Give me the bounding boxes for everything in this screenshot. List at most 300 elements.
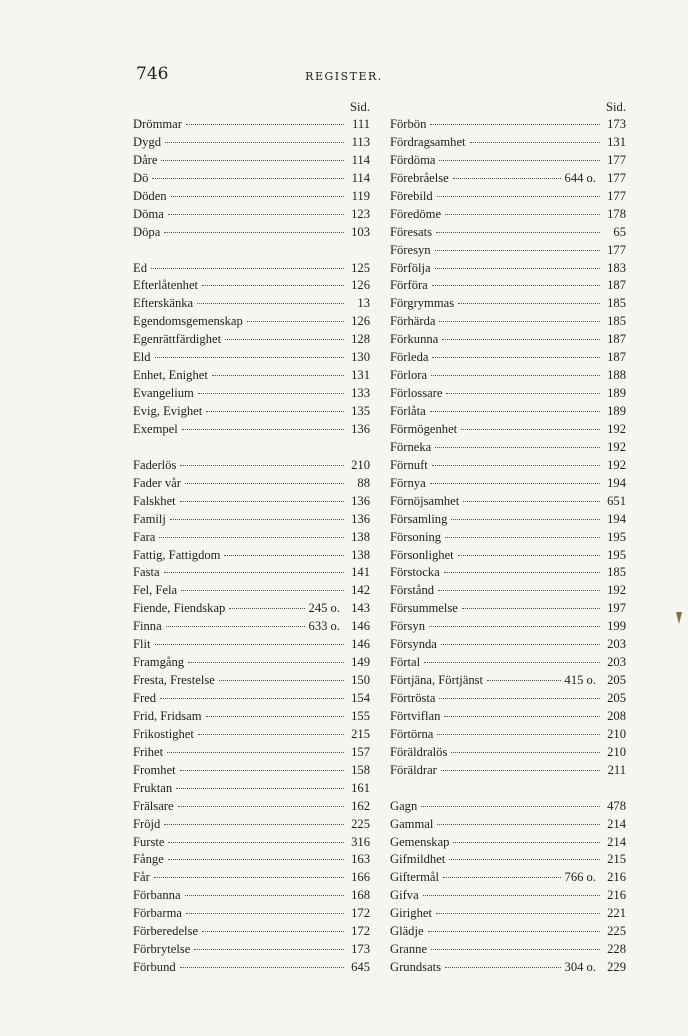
index-entry — [390, 152, 626, 170]
index-term: Förlora — [390, 368, 428, 383]
index-page-number: 205 — [607, 673, 626, 688]
index-entry — [390, 116, 626, 134]
index-page-number: 215 — [607, 852, 626, 867]
index-entry — [390, 170, 626, 188]
index-page-number: 192 — [607, 421, 626, 436]
index-page-number: 187 — [607, 278, 626, 293]
dot-leader — [181, 590, 344, 591]
index-term: Framgång — [133, 655, 185, 670]
index-page-number: 478 — [607, 798, 626, 813]
index-term: Förhärda — [390, 314, 436, 329]
index-entry — [133, 905, 370, 923]
dot-leader — [206, 716, 344, 717]
index-term: Förlossare — [390, 386, 443, 401]
dot-leader — [451, 752, 600, 753]
index-page-number: 187 — [607, 332, 626, 347]
index-column-right — [390, 98, 626, 977]
dot-leader — [247, 321, 344, 322]
index-page-number: 163 — [351, 852, 370, 867]
index-entry — [390, 457, 626, 475]
index-entry — [133, 421, 370, 439]
index-entry — [390, 475, 626, 493]
index-page-number: 126 — [351, 278, 370, 293]
dot-leader — [458, 555, 600, 556]
index-entry — [390, 959, 626, 977]
index-term: Förbanna — [133, 888, 181, 903]
dot-leader — [462, 608, 600, 609]
index-term: Förbrytelse — [133, 942, 191, 957]
index-page-number: 133 — [351, 386, 370, 401]
index-term: Försoning — [390, 529, 442, 544]
index-entry — [133, 493, 370, 511]
index-page-number: 119 — [351, 188, 370, 203]
index-page-number: 173 — [607, 117, 626, 131]
index-entry — [390, 708, 626, 726]
index-page-number: 197 — [607, 601, 626, 616]
index-entry — [390, 923, 626, 941]
index-entry — [133, 636, 370, 654]
dot-leader — [431, 375, 600, 376]
index-cross-reference: 766 o. — [564, 870, 596, 885]
index-entry — [133, 582, 370, 600]
index-term: Grundsats — [390, 960, 442, 975]
index-entry — [133, 385, 370, 403]
dot-leader — [198, 393, 344, 394]
index-entry — [133, 600, 370, 618]
index-cross-reference: 245 o. — [308, 601, 340, 616]
index-entry — [390, 260, 626, 278]
index-term: Flit — [133, 637, 151, 652]
dot-leader — [168, 859, 344, 860]
dot-leader — [423, 895, 600, 896]
dot-leader — [439, 698, 600, 699]
dot-leader — [438, 590, 600, 591]
dot-leader — [188, 662, 344, 663]
dot-leader — [445, 214, 600, 215]
index-entry — [390, 277, 626, 295]
index-entry — [390, 690, 626, 708]
index-page-number: 214 — [607, 834, 626, 849]
index-page-number: 177 — [607, 242, 626, 257]
dot-leader — [185, 895, 344, 896]
index-term: Förföra — [390, 278, 428, 293]
index-page-number: 162 — [351, 798, 370, 813]
index-page-number: 157 — [351, 744, 370, 759]
index-term: Förtviflan — [390, 708, 441, 723]
index-page-number: 126 — [351, 314, 370, 329]
dot-leader — [202, 931, 344, 932]
index-term: Fördöma — [390, 152, 436, 167]
dot-leader — [168, 214, 344, 215]
page-number: 746 — [136, 64, 169, 84]
index-term: Gifmildhet — [390, 852, 446, 867]
index-entry — [133, 564, 370, 582]
index-term: Granne — [390, 942, 428, 957]
index-term: Finna — [133, 619, 162, 634]
dot-leader — [186, 124, 344, 125]
dot-leader — [487, 680, 560, 681]
index-page-number: 138 — [351, 547, 370, 562]
index-entry — [133, 618, 370, 636]
index-entry — [390, 726, 626, 744]
dot-leader — [435, 268, 600, 269]
index-entry — [390, 206, 626, 224]
index-page-number: 228 — [607, 942, 626, 957]
index-entry — [133, 313, 370, 331]
index-page-number: 146 — [351, 619, 370, 634]
dot-leader — [437, 734, 600, 735]
index-term: Föräldralös — [390, 744, 448, 759]
index-page-number: 103 — [351, 224, 370, 239]
index-page-number: 187 — [607, 350, 626, 365]
index-entry — [133, 816, 370, 834]
dot-leader — [430, 483, 600, 484]
dot-leader — [439, 321, 600, 322]
dot-leader — [151, 268, 344, 269]
index-cross-reference: 415 o. — [564, 673, 596, 688]
index-term: Efterlåtenhet — [133, 278, 199, 293]
index-page-number: 225 — [351, 816, 370, 831]
index-entry — [133, 798, 370, 816]
dot-leader — [432, 465, 600, 466]
index-entry — [390, 887, 626, 905]
index-page-number: 172 — [351, 906, 370, 921]
index-term: Fånge — [133, 852, 164, 867]
dot-leader — [176, 788, 344, 789]
index-term: Evangelium — [133, 386, 194, 401]
index-term: Försynda — [390, 637, 437, 652]
index-term: Får — [133, 870, 150, 885]
index-entry — [390, 367, 626, 385]
dot-leader — [164, 232, 344, 233]
index-term: Fiende, Fiendskap — [133, 601, 226, 616]
dot-leader — [437, 824, 600, 825]
index-page-number: 172 — [351, 924, 370, 939]
index-page-number: 123 — [351, 206, 370, 221]
index-entry — [390, 600, 626, 618]
index-page-number: 645 — [351, 960, 370, 975]
index-term: Förtjäna, Förtjänst — [390, 673, 484, 688]
dot-leader — [198, 734, 344, 735]
index-entry — [390, 313, 626, 331]
index-page-number: 146 — [351, 637, 370, 652]
index-page-number: 185 — [607, 314, 626, 329]
index-term: Eld — [133, 350, 151, 365]
index-term: Förebråelse — [390, 170, 449, 185]
index-term: Föresats — [390, 224, 432, 239]
index-entry — [133, 672, 370, 690]
dot-leader — [202, 285, 344, 286]
index-page-number: 149 — [351, 655, 370, 670]
index-entry — [390, 242, 626, 260]
index-page-number: 177 — [607, 188, 626, 203]
index-page-number: 154 — [351, 691, 370, 705]
index-term: Dygd — [133, 134, 161, 149]
index-page-number: 177 — [607, 170, 626, 185]
running-head: REGISTER. — [305, 70, 383, 83]
index-term: Faderlös — [133, 457, 177, 472]
dot-leader — [435, 447, 600, 448]
index-entry — [133, 206, 370, 224]
dot-leader — [154, 877, 344, 878]
index-entry — [133, 475, 370, 493]
index-entry — [133, 780, 370, 798]
dot-leader — [442, 339, 600, 340]
index-page-number: 651 — [607, 493, 626, 508]
index-page-number: 189 — [607, 404, 626, 418]
index-term: Döpa — [133, 224, 161, 239]
dot-leader — [431, 949, 600, 950]
dot-leader — [206, 411, 344, 412]
index-page-number: 210 — [607, 744, 626, 759]
index-term: Frid, Fridsam — [133, 708, 202, 723]
index-term: Frihet — [133, 744, 164, 759]
index-entry — [133, 349, 370, 367]
index-term: Förmögenhet — [390, 421, 458, 436]
index-term: Familj — [133, 511, 166, 526]
dot-leader — [432, 357, 600, 358]
index-entry — [133, 923, 370, 941]
index-entry — [390, 672, 626, 690]
index-entry — [133, 654, 370, 672]
index-entry — [390, 744, 626, 762]
index-term: Fara — [133, 529, 156, 544]
index-entry — [133, 331, 370, 349]
dot-leader — [428, 931, 600, 932]
index-term: Förbarma — [133, 906, 182, 921]
dot-leader — [180, 770, 344, 771]
index-page-number: 150 — [351, 673, 370, 688]
index-term: Förberedelse — [133, 924, 199, 939]
index-page-number: 214 — [607, 816, 626, 831]
index-entry — [133, 134, 370, 152]
index-entry — [133, 188, 370, 206]
dot-leader — [171, 196, 344, 197]
dot-leader — [165, 142, 344, 143]
index-term: Fred — [133, 691, 157, 705]
index-page-number: 185 — [607, 565, 626, 580]
dot-leader — [435, 250, 600, 251]
index-term: Egenrättfärdighet — [133, 332, 222, 347]
dot-leader — [229, 608, 304, 609]
index-entry — [390, 331, 626, 349]
index-page-number: 111 — [352, 117, 370, 131]
index-page-number: 142 — [351, 583, 370, 598]
dot-leader — [167, 752, 344, 753]
index-column-left — [133, 98, 370, 977]
index-entry — [390, 618, 626, 636]
index-page-number: 131 — [351, 368, 370, 383]
index-entry — [390, 941, 626, 959]
index-term: Gammal — [390, 816, 434, 831]
index-term: Förtrösta — [390, 691, 436, 705]
index-term: Frikostighet — [133, 726, 194, 741]
index-term: Döma — [133, 206, 164, 221]
index-page-number: 114 — [351, 152, 370, 167]
dot-leader — [453, 842, 600, 843]
index-term: Efterskänka — [133, 296, 194, 311]
index-entry — [390, 816, 626, 834]
index-entry — [390, 295, 626, 313]
page-column-heading: Sid. — [606, 100, 626, 114]
dot-leader — [424, 662, 600, 663]
index-entry — [133, 941, 370, 959]
index-entry — [390, 421, 626, 439]
dot-leader — [219, 680, 344, 681]
index-entry — [133, 295, 370, 313]
index-term: Fromhet — [133, 762, 176, 777]
index-term: Frälsare — [133, 798, 174, 813]
index-page-number: 316 — [351, 834, 370, 849]
index-term: Exempel — [133, 421, 178, 436]
dot-leader — [225, 339, 344, 340]
dot-leader — [185, 483, 344, 484]
dot-leader — [164, 572, 344, 573]
dot-leader — [453, 178, 561, 179]
index-page-number: 205 — [607, 691, 626, 705]
index-cross-reference: 304 o. — [564, 960, 596, 975]
index-page-number: 136 — [351, 511, 370, 526]
index-term: Fasta — [133, 565, 160, 580]
dot-leader — [159, 537, 344, 538]
index-term: Förleda — [390, 350, 429, 365]
index-term: Gemenskap — [390, 834, 450, 849]
index-term: Föredöme — [390, 206, 442, 221]
index-term: Församling — [390, 511, 448, 526]
dot-leader — [461, 429, 600, 430]
index-term: Försummelse — [390, 601, 458, 616]
dot-leader — [439, 160, 600, 161]
index-entry — [390, 511, 626, 529]
index-page-number: 166 — [351, 870, 370, 885]
index-term: Förlåta — [390, 404, 426, 418]
index-page-number: 210 — [351, 457, 370, 472]
index-entry — [133, 834, 370, 852]
index-entry — [390, 493, 626, 511]
index-page-number: 192 — [607, 439, 626, 454]
index-entry — [133, 367, 370, 385]
index-term: Förtal — [390, 655, 421, 670]
dot-leader — [166, 626, 305, 627]
index-page-number: 194 — [607, 475, 626, 490]
index-entry — [390, 762, 626, 780]
index-term: Gifva — [390, 888, 419, 903]
index-entry — [390, 403, 626, 421]
index-page-number: 177 — [607, 152, 626, 167]
index-page-number: 216 — [607, 888, 626, 903]
index-term: Förebild — [390, 188, 433, 203]
index-entry — [133, 708, 370, 726]
index-page-number: 128 — [351, 332, 370, 347]
index-entry — [390, 851, 626, 869]
dot-leader — [170, 519, 344, 520]
index-term: Förnya — [390, 475, 426, 490]
dot-leader — [436, 913, 600, 914]
index-page-number: 225 — [607, 924, 626, 939]
index-entry — [133, 869, 370, 887]
index-term: Förnöjsamhet — [390, 493, 460, 508]
index-term: Ed — [133, 260, 147, 275]
index-term: Giftermål — [390, 870, 439, 885]
index-page-number: 229 — [607, 960, 626, 975]
index-page-number: 210 — [607, 726, 626, 741]
index-page-number: 113 — [351, 134, 370, 149]
index-page-number: 195 — [607, 547, 626, 562]
index-page-number: 216 — [607, 870, 626, 885]
index-page-number: 178 — [607, 206, 626, 221]
index-entry — [133, 726, 370, 744]
dot-leader — [432, 285, 600, 286]
dot-leader — [155, 357, 345, 358]
index-page-number: 143 — [351, 601, 370, 616]
index-page-number: 203 — [607, 637, 626, 652]
index-entry — [133, 959, 370, 977]
index-entry — [133, 152, 370, 170]
index-page-number: 208 — [607, 708, 626, 723]
dot-leader — [421, 806, 600, 807]
dot-leader — [436, 232, 600, 233]
index-term: Fader vår — [133, 475, 181, 490]
index-page-number: 114 — [351, 170, 370, 185]
index-entry — [390, 385, 626, 403]
index-term: Dåre — [133, 152, 158, 167]
dot-leader — [444, 716, 600, 717]
index-term: Föresyn — [390, 242, 431, 257]
index-page-number: 211 — [607, 762, 626, 777]
dot-leader — [152, 178, 344, 179]
index-entry — [133, 887, 370, 905]
index-term: Egendomsgemenskap — [133, 314, 243, 329]
dot-leader — [160, 698, 344, 699]
index-entry — [133, 439, 370, 457]
index-entry — [390, 834, 626, 852]
dot-leader — [197, 303, 344, 304]
index-entry — [390, 780, 626, 798]
index-page-number: 136 — [351, 493, 370, 508]
index-page-number: 192 — [607, 457, 626, 472]
index-entry — [390, 654, 626, 672]
dot-leader — [451, 519, 600, 520]
index-page-number: 168 — [351, 888, 370, 903]
index-term: Förbund — [133, 960, 176, 975]
index-entry — [390, 188, 626, 206]
index-page-number: 185 — [607, 296, 626, 311]
index-term: Glädje — [390, 924, 424, 939]
dot-leader — [441, 770, 600, 771]
dot-leader — [470, 142, 600, 143]
index-page-number: 192 — [607, 583, 626, 598]
index-entry — [133, 529, 370, 547]
dot-leader — [194, 949, 344, 950]
dot-leader — [446, 393, 600, 394]
dot-leader — [186, 913, 344, 914]
dot-leader — [429, 626, 600, 627]
index-term: Förkunna — [390, 332, 439, 347]
index-page-number: 125 — [351, 260, 370, 275]
index-entry — [133, 457, 370, 475]
index-page-number: 135 — [351, 404, 370, 418]
dot-leader — [164, 824, 344, 825]
index-page-number: 183 — [607, 260, 626, 275]
index-term: Förgrymmas — [390, 296, 455, 311]
dot-leader — [180, 501, 344, 502]
index-term: Fattig, Fattigdom — [133, 547, 221, 562]
dot-leader — [180, 465, 344, 466]
dot-leader — [180, 967, 344, 968]
index-term: Förneka — [390, 439, 432, 454]
index-page-number: 13 — [357, 296, 370, 311]
index-entry — [133, 851, 370, 869]
